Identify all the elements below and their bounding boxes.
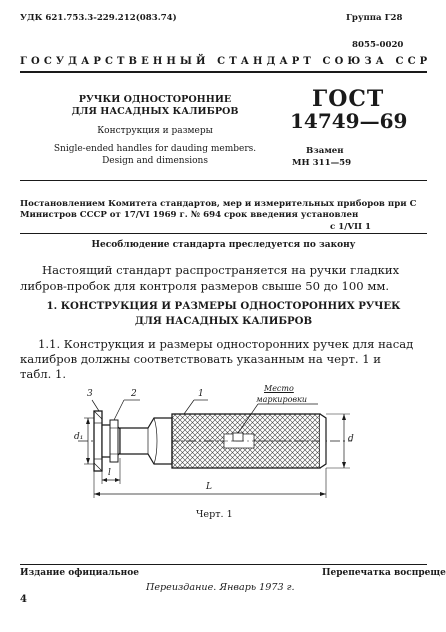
decree-line2: Министров СССР от 17/VI 1969 г. № 694 срок введения установлен [20, 210, 359, 220]
law-warning: Несоблюдение стандарта преследуется по закону [91, 240, 356, 250]
gost-label: ГОСТ [312, 86, 385, 112]
drawing-caption: Черт. 1 [196, 509, 233, 520]
title-ru-line1: РУЧКИ ОДНОСТОРОННИЕ [78, 94, 232, 105]
dim-l-label: l [108, 468, 111, 478]
dim-d-label: d [348, 434, 354, 444]
page-number: 4 [20, 594, 27, 605]
title-en-line2: Design and dimensions [102, 156, 208, 166]
footer-rule [20, 564, 427, 565]
flange [94, 411, 102, 471]
reprint-prohibited: Перепечатка воспреще [322, 568, 446, 578]
title-ru-subtitle: Конструкция и размеры [97, 126, 213, 136]
doc-code: 8055-0020 [352, 40, 404, 50]
clause-line1: 1.1. Конструкция и размеры односторонних ручек для насад [38, 337, 414, 351]
callout-1: 1 [198, 389, 204, 399]
callout-2: 2 [131, 389, 137, 399]
dim-L-label: L [206, 482, 212, 492]
gost-number: 14749—69 [290, 109, 408, 133]
title-en-line1: Snigle-ended handles for dauding members. [53, 144, 257, 154]
official-edition: Издание официальное [20, 568, 139, 578]
section1-heading-line2: ДЛЯ НАСАДНЫХ КАЛИБРОВ [134, 315, 313, 327]
udk-code: УДК 621.753.3-229.212(083.74) [20, 13, 177, 23]
title-ru-line2: ДЛЯ НАСАДНЫХ КАЛИБРОВ [71, 106, 239, 117]
state-standard-banner: ГОСУДАРСТВЕННЫЙ СТАНДАРТ СОЮЗА ССР [20, 56, 432, 67]
clause-line2: калибров должны соответствовать указанным на черт. 1 и [20, 352, 382, 366]
intro-line1: Настоящий стандарт распространяется на ручки гладких [42, 263, 400, 277]
replaces-label: Взамен [306, 146, 344, 156]
dim-d1-label: d₁ [74, 432, 84, 442]
shaft [120, 418, 172, 464]
section1-heading-line1: 1. КОНСТРУКЦИЯ И РАЗМЕРЫ ОДНОСТОРОННИХ РУЧЕК [46, 300, 401, 312]
reprint-date: Переиздание. Январь 1973 г. [146, 582, 295, 593]
decree-date: с 1/VII 1 [330, 222, 372, 232]
intro-line2: либров-пробок для контроля размеров свыше 50 до 100 мм. [20, 279, 390, 293]
callout-3: 3 [87, 389, 93, 399]
replaces-standard: МН 311—59 [292, 158, 352, 168]
marking-label-line1: Место [264, 384, 294, 393]
group-code: Группа Г28 [346, 13, 403, 23]
clause-line3: табл. 1. [20, 367, 67, 381]
marking-place [233, 433, 243, 441]
decree-line1: Постановлением Комитета стандартов, мер и измерительных приборов при С [20, 199, 417, 209]
marking-label-line2: маркировки [256, 395, 307, 404]
